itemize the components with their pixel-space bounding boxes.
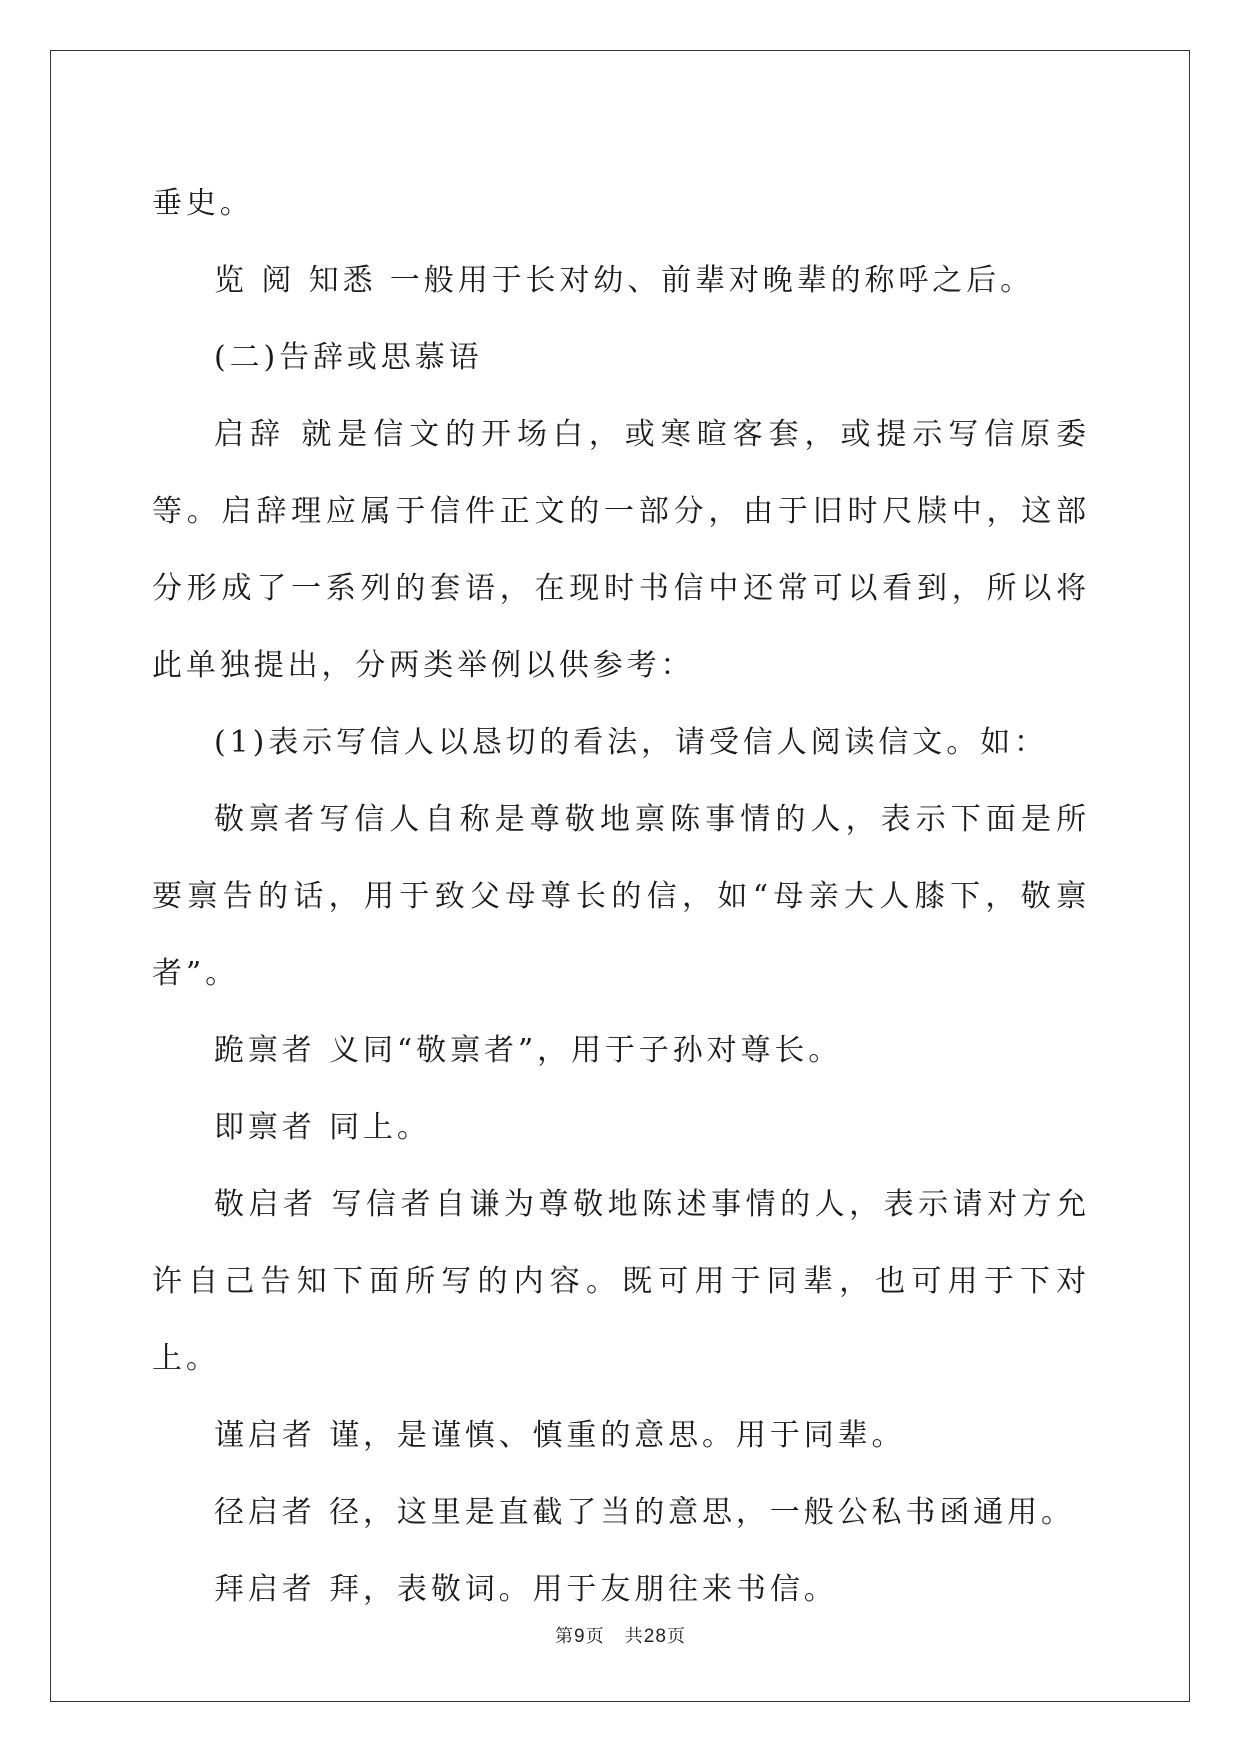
paragraph-7: 跪禀者 义同“敬禀者”，用于子孙对尊长。 — [214, 1033, 843, 1068]
page-footer — [0, 1622, 1241, 1648]
paragraph-9: 敬启者 写信者自谦为尊敬地陈述事情的人，表示请对方允许自己告知下面所写的内容。既可用于同辈，也可用于下对上。 — [152, 1187, 1090, 1376]
footer-prefix: 第 — [555, 1626, 575, 1647]
document-body — [152, 165, 1090, 1628]
paragraph-8: 即禀者 同上。 — [214, 1110, 431, 1145]
footer-page-suffix: 页 — [585, 1626, 605, 1647]
footer-total-suffix: 页 — [666, 1626, 686, 1647]
paragraph-5: (1)表示写信人以恳切的看法，请受信人阅读信文。如： — [214, 725, 1048, 760]
paragraph-6: 敬禀者写信人自称是尊敬地禀陈事情的人，表示下面是所要禀告的话，用于致父母尊长的信，如“母亲大人膝下，敬禀者”。 — [152, 802, 1090, 991]
section-heading: (二)告辞或思慕语 — [214, 340, 483, 375]
footer-total-prefix: 共 — [624, 1626, 644, 1647]
paragraph-2: 览 阅 知悉 一般用于长对幼、前辈对晚辈的称呼之后。 — [214, 263, 1035, 298]
paragraph-11: 径启者 径，这里是直截了当的意思，一般公私书函通用。 — [214, 1495, 1075, 1530]
paragraph-10: 谨启者 谨，是谨慎、慎重的意思。用于同辈。 — [214, 1418, 906, 1453]
total-pages: 28 — [643, 1626, 667, 1647]
paragraph-4: 启辞 就是信文的开场白，或寒暄客套，或提示写信原委等。启辞理应属于信件正文的一部分，由于旧时尺牍中，这部分形成了一系列的套语，在现时书信中还常可以看到，所以将此单独提出，分两类举例以供参考： — [152, 417, 1090, 683]
paragraph-1: 垂史。 — [152, 186, 254, 221]
page-number: 9 — [574, 1626, 586, 1647]
paragraph-12: 拜启者 拜，表敬词。用于友朋往来书信。 — [214, 1572, 838, 1607]
